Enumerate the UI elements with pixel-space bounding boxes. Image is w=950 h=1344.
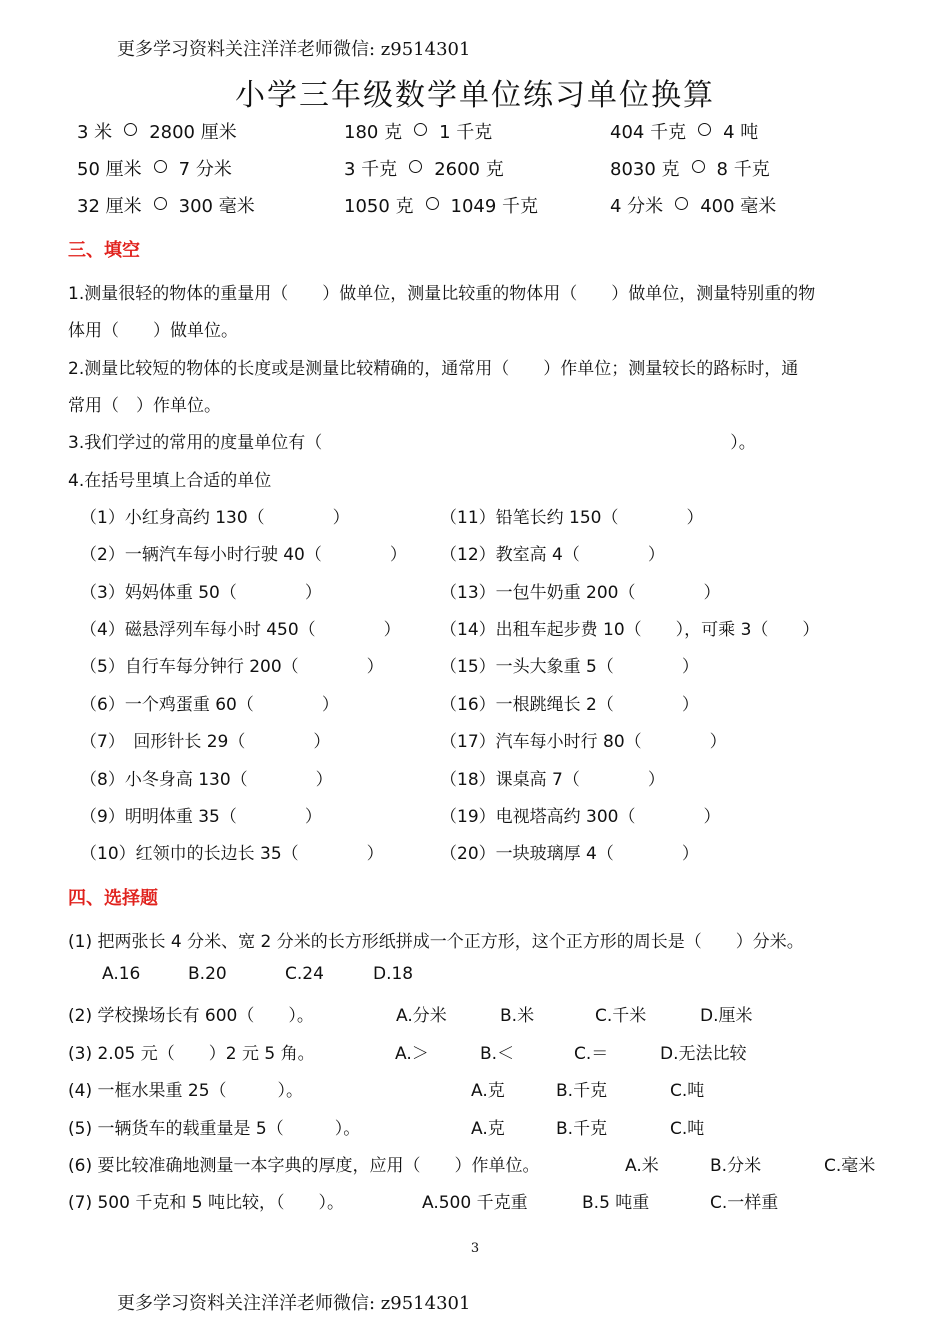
option[interactable]: A.克 xyxy=(471,1119,505,1139)
comparison-item: 4 分米 400 毫米 xyxy=(610,196,777,217)
comparison-item: 3 千克 2600 克 xyxy=(344,159,504,180)
option[interactable]: B.千克 xyxy=(556,1119,608,1139)
unit-item: （8）小冬身高 130（ ） xyxy=(80,770,333,790)
comparison-item: 180 克 1 千克 xyxy=(344,122,493,143)
choice-question-1: (1) 把两张长 4 分米、宽 2 分米的长方形纸拼成一个正方形，这个正方形的周长是（ ）分米。 xyxy=(68,932,804,952)
blank-circle[interactable] xyxy=(692,160,705,173)
question-2-line-1: 2.测量比较短的物体的长度或是测量比较精确的，通常用（ ）作单位；测量较长的路标时，通 xyxy=(68,359,799,379)
unit-item: （12）教室高 4（ ） xyxy=(440,545,665,565)
unit-item: （1）小红身高约 130（ ） xyxy=(80,508,350,528)
header-note: 更多学习资料关注洋洋老师微信: z9514301 xyxy=(117,39,471,60)
question-1-line-1: 1.测量很轻的物体的重量用（ ）做单位，测量比较重的物体用（ ）做单位，测量特别重的物 xyxy=(68,284,816,304)
unit-item: （16）一根跳绳长 2（ ） xyxy=(440,695,699,715)
comparison-item: 3 米 2800 厘米 xyxy=(77,122,237,143)
unit-item: （5）自行车每分钟行 200（ ） xyxy=(80,657,384,677)
option[interactable]: C.一样重 xyxy=(710,1193,779,1213)
option[interactable]: A.500 千克重 xyxy=(422,1193,528,1213)
question-3: 3.我们学过的常用的度量单位有（ ）。 xyxy=(68,433,756,453)
blank-circle[interactable] xyxy=(154,197,167,210)
blank-circle[interactable] xyxy=(414,123,427,136)
option[interactable]: D.厘米 xyxy=(700,1006,753,1026)
unit-item: （15）一头大象重 5（ ） xyxy=(440,657,699,677)
unit-item: （11）铅笔长约 150（ ） xyxy=(440,508,704,528)
unit-item: （18）课桌高 7（ ） xyxy=(440,770,665,790)
blank-circle[interactable] xyxy=(154,160,167,173)
unit-item: （7） 回形针长 29（ ） xyxy=(80,732,331,752)
unit-item: （13）一包牛奶重 200（ ） xyxy=(440,583,721,603)
section-heading-fill-blank: 三、填空 xyxy=(68,240,140,261)
unit-item: （10）红领巾的长边长 35（ ） xyxy=(80,844,384,864)
option[interactable]: C.吨 xyxy=(670,1081,705,1101)
choice-question-3: (3) 2.05 元（ ）2 元 5 角。 xyxy=(68,1044,315,1064)
choice-question-4: (4) 一框水果重 25（ ）。 xyxy=(68,1081,304,1101)
blank-circle[interactable] xyxy=(426,197,439,210)
option[interactable]: C.毫米 xyxy=(824,1156,876,1176)
blank-circle[interactable] xyxy=(698,123,711,136)
unit-item: （14）出租车起步费 10（ ），可乘 3（ ） xyxy=(440,620,820,640)
option[interactable]: A.米 xyxy=(625,1156,659,1176)
option[interactable]: A.克 xyxy=(471,1081,505,1101)
page-title: 小学三年级数学单位练习单位换算 xyxy=(235,78,715,113)
option[interactable]: B.5 吨重 xyxy=(582,1193,650,1213)
option[interactable]: C.千米 xyxy=(595,1006,647,1026)
option[interactable]: C.＝ xyxy=(574,1044,609,1064)
footer-note: 更多学习资料关注洋洋老师微信: z9514301 xyxy=(117,1293,471,1314)
option[interactable]: B.＜ xyxy=(480,1044,515,1064)
option[interactable]: B.千克 xyxy=(556,1081,608,1101)
unit-item: （4）磁悬浮列车每小时 450（ ） xyxy=(80,620,401,640)
option[interactable]: A.16 xyxy=(102,964,141,984)
comparison-item: 50 厘米 7 分米 xyxy=(77,159,232,180)
option[interactable]: B.米 xyxy=(500,1006,535,1026)
question-4: 4.在括号里填上合适的单位 xyxy=(68,471,272,491)
choice-question-2: (2) 学校操场长有 600（ ）。 xyxy=(68,1006,314,1026)
unit-item: （20）一块玻璃厚 4（ ） xyxy=(440,844,699,864)
page-number: 3 xyxy=(470,1241,480,1256)
choice-question-7: (7) 500 千克和 5 吨比较，（ ）。 xyxy=(68,1193,344,1213)
unit-item: （2）一辆汽车每小时行驶 40（ ） xyxy=(80,545,407,565)
blank-circle[interactable] xyxy=(409,160,422,173)
option[interactable]: C.吨 xyxy=(670,1119,705,1139)
blank-circle[interactable] xyxy=(675,197,688,210)
question-2-line-2: 常用（ ）作单位。 xyxy=(68,396,221,416)
choice-question-5: (5) 一辆货车的载重量是 5（ ）。 xyxy=(68,1119,361,1139)
unit-item: （19）电视塔高约 300（ ） xyxy=(440,807,721,827)
unit-item: （3）妈妈体重 50（ ） xyxy=(80,583,322,603)
option[interactable]: D.18 xyxy=(373,964,414,984)
unit-item: （6）一个鸡蛋重 60（ ） xyxy=(80,695,339,715)
unit-item: （9）明明体重 35（ ） xyxy=(80,807,322,827)
option[interactable]: D.无法比较 xyxy=(660,1044,747,1064)
option[interactable]: C.24 xyxy=(285,964,324,984)
section-heading-multiple-choice: 四、选择题 xyxy=(68,888,158,909)
comparison-item: 1050 克 1049 千克 xyxy=(344,196,539,217)
blank-circle[interactable] xyxy=(124,123,137,136)
option[interactable]: A.分米 xyxy=(396,1006,447,1026)
option[interactable]: B.分米 xyxy=(710,1156,762,1176)
option[interactable]: B.20 xyxy=(188,964,227,984)
unit-item: （17）汽车每小时行 80（ ） xyxy=(440,732,727,752)
comparison-item: 404 千克 4 吨 xyxy=(610,122,759,143)
comparison-item: 32 厘米 300 毫米 xyxy=(77,196,255,217)
question-1-line-2: 体用（ ）做单位。 xyxy=(68,321,238,341)
choice-question-6: (6) 要比较准确地测量一本字典的厚度，应用（ ）作单位。 xyxy=(68,1156,540,1176)
option[interactable]: A.＞ xyxy=(395,1044,429,1064)
comparison-item: 8030 克 8 千克 xyxy=(610,159,770,180)
